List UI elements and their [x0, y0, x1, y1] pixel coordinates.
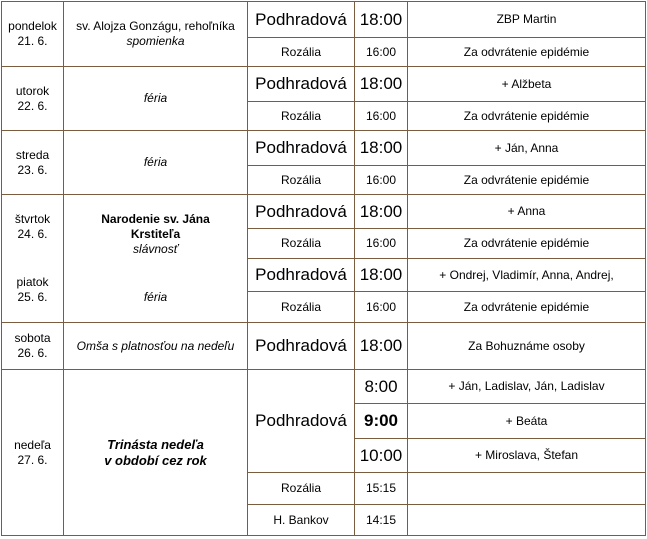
celebration-cell-tuesday: féria: [63, 66, 248, 131]
intention-cell: + Ján, Ladislav, Ján, Ladislav: [407, 369, 646, 404]
celebration-cell-wednesday: féria: [63, 130, 248, 195]
intention-cell: ZBP Martin: [407, 1, 646, 38]
time-cell: 10:00: [354, 438, 408, 473]
time-cell: 18:00: [354, 66, 408, 102]
intention-cell: + Miroslava, Štefan: [407, 438, 646, 473]
celebration-cell-monday: [63, 1, 248, 67]
place-cell: Podhradová: [247, 258, 355, 292]
intention-cell: + Anna: [407, 194, 646, 229]
time-cell: 16:00: [354, 228, 408, 259]
place-cell: H. Bankov: [247, 504, 355, 536]
intention-cell: + Ján, Anna: [407, 130, 646, 166]
celebration-title: v období cez rok: [104, 452, 207, 468]
celebration-title: sv. Alojza Gonzágu, rehoľníka: [76, 19, 235, 33]
place-cell: Rozália: [247, 165, 355, 195]
time-cell: 18:00: [354, 322, 408, 370]
intention-cell: Za odvrátenie epidémie: [407, 165, 646, 195]
time-cell: 18:00: [354, 130, 408, 166]
intention-cell: Za odvrátenie epidémie: [407, 228, 646, 259]
place-cell: Rozália: [247, 37, 355, 67]
place-cell: Podhradová: [247, 194, 355, 229]
place-cell: Rozália: [247, 228, 355, 259]
celebration-rank: spomienka: [126, 34, 185, 48]
place-cell: Podhradová: [247, 130, 355, 166]
intention-cell: Za odvrátenie epidémie: [407, 37, 646, 67]
place-cell: Podhradová: [247, 369, 355, 473]
day-cell-monday: [1, 1, 64, 67]
intention-cell: Za odvrátenie epidémie: [407, 291, 646, 323]
day-name: pondelok: [8, 19, 57, 33]
day-name: štvrtok: [14, 211, 51, 226]
day-name: streda: [15, 147, 50, 162]
day-date: 26. 6.: [17, 346, 48, 360]
time-cell: 16:00: [354, 165, 408, 195]
time-cell: 16:00: [354, 101, 408, 131]
intention-cell: Za odvrátenie epidémie: [407, 101, 646, 131]
time-cell: 16:00: [354, 291, 408, 323]
place-cell: Podhradová: [247, 66, 355, 102]
celebration-cell-sunday: [63, 369, 248, 536]
day-cell-tuesday: [1, 66, 64, 131]
day-date: 27. 6.: [17, 452, 48, 467]
day-date: 23. 6.: [17, 162, 48, 177]
day-name: sobota: [14, 331, 51, 345]
intention-cell: [407, 504, 646, 536]
time-cell: 16:00: [354, 37, 408, 67]
place-cell: Rozália: [247, 472, 355, 505]
time-cell: 18:00: [354, 1, 408, 38]
time-cell: 8:00: [354, 369, 408, 404]
day-cell-saturday: [1, 322, 64, 370]
celebration-title: Trinásta nedeľa: [107, 436, 204, 452]
day-name: nedeľa: [14, 437, 51, 452]
celebration-cell-saturday: Omša s platnosťou na nedeľu: [63, 322, 248, 370]
day-name: utorok: [15, 83, 50, 98]
celebration-title: Narodenie sv. Jána: [101, 211, 210, 226]
place-cell: Rozália: [247, 101, 355, 131]
place-cell: Podhradová: [247, 322, 355, 370]
time-cell: 18:00: [354, 258, 408, 292]
intention-cell: [407, 472, 646, 505]
time-cell: 14:15: [354, 504, 408, 536]
celebration-rank: slávnosť: [133, 241, 178, 256]
day-cell-wednesday: [1, 130, 64, 195]
celebration-rank: féria: [143, 290, 168, 305]
day-cell-sunday: [1, 369, 64, 536]
intention-cell: + Alžbeta: [407, 66, 646, 102]
day-name: piatok: [16, 275, 49, 290]
intention-cell: + Ondrej, Vladimír, Anna, Andrej,: [407, 258, 646, 292]
time-cell: 15:15: [354, 472, 408, 505]
intention-cell: + Beáta: [407, 403, 646, 439]
day-date: 25. 6.: [17, 290, 48, 305]
day-date: 24. 6.: [17, 226, 48, 241]
intention-cell: Za Bohuznáme osoby: [407, 322, 646, 370]
day-cell-thursday-friday: [1, 194, 64, 323]
day-date: 21. 6.: [17, 34, 48, 48]
time-cell: 18:00: [354, 194, 408, 229]
place-cell: Rozália: [247, 291, 355, 323]
celebration-cell-thursday-friday: [63, 194, 248, 323]
time-cell: 9:00: [354, 403, 408, 439]
celebration-title: Krstiteľa: [130, 226, 181, 241]
day-date: 22. 6.: [17, 98, 48, 113]
place-cell: Podhradová: [247, 1, 355, 38]
